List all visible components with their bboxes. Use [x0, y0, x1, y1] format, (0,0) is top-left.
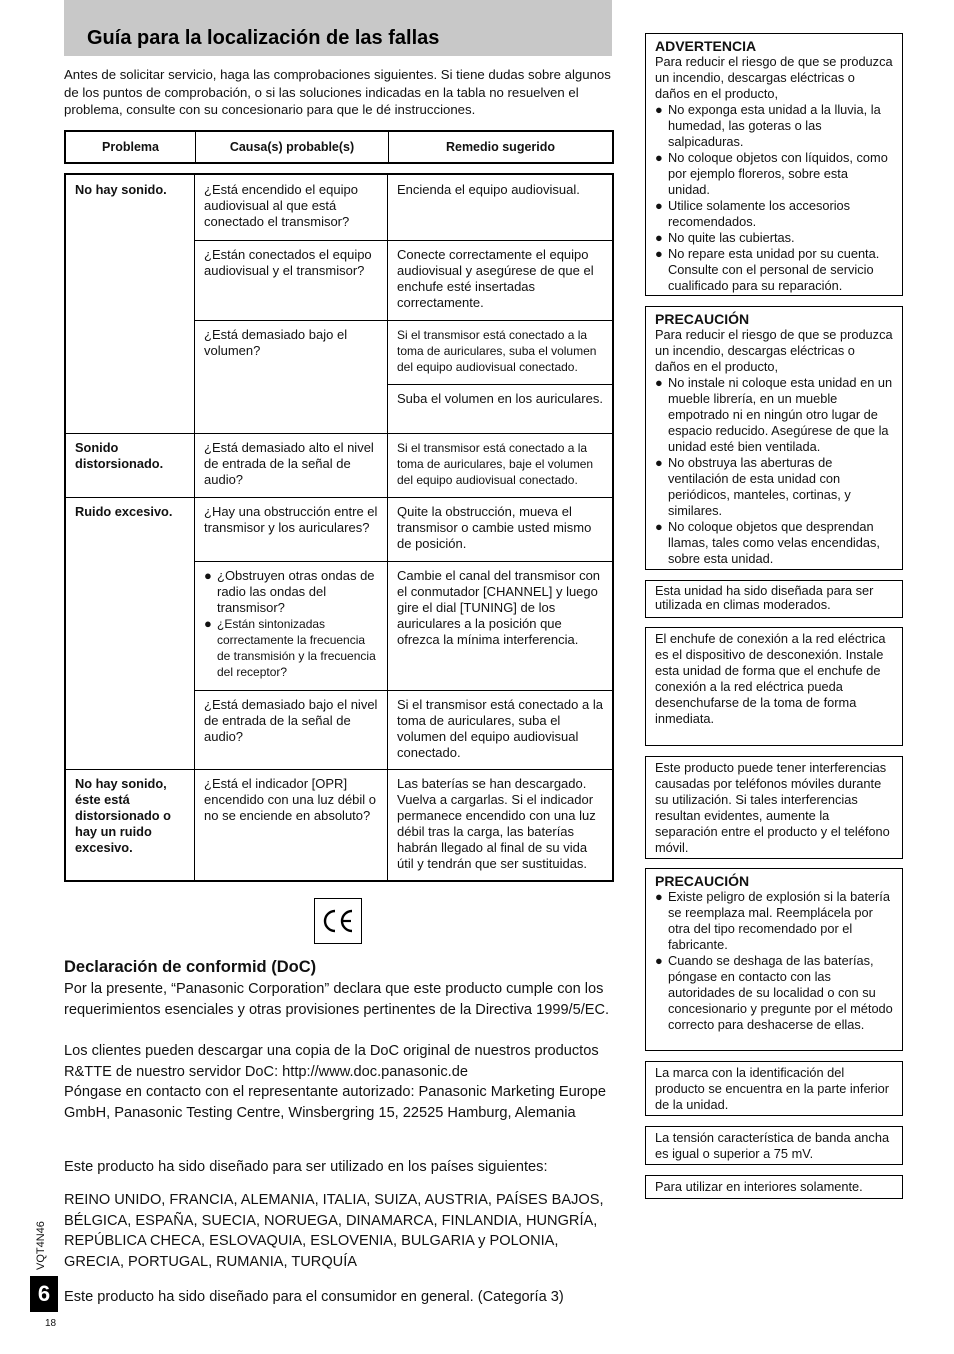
problem-cell: No hay sonido, éste está distorsionado o hay un ruido excesivo.: [66, 769, 195, 880]
row-divider: [388, 384, 612, 385]
header-remedio: Remedio sugerido: [445, 140, 556, 154]
doc-paragraph: Póngase en contacto con el representante autorizado: Panasonic Marketing Europe GmbH, Panasonic Testing Centre, Winsbergring 15, 22525 Hamburg, Alemania: [64, 1084, 606, 1121]
doc-paragraph: Los clientes pueden descargar una copia de la DoC original de nuestros productos R&TTE de nuestro servidor DoC: http://www.doc.panasonic.de: [64, 1043, 599, 1080]
precaucion-intro: Para reducir el riesgo de que se produzca un incendio, descargas eléctricas o daños en el producto,: [655, 327, 893, 374]
small-page-number: 18: [45, 1318, 57, 1329]
cause-cell: ¿Están conectados el equipo audiovisual y el transmisor?: [195, 240, 388, 320]
remedy-cell: Encienda el equipo audiovisual.: [397, 182, 580, 197]
advertencia-intro: Para reducir el riesgo de que se produzca un incendio, descargas eléctricas o daños en el producto,: [655, 54, 893, 101]
row-divider: [195, 561, 612, 562]
cause-cell: ¿Está demasiado bajo el nivel de entrada de la señal de audio?: [195, 690, 388, 769]
remedy-cell: Suba el volumen en los auriculares.: [397, 391, 603, 406]
list-item: ● Utilice solamente los accesorios recomendados.: [655, 198, 851, 229]
list-item: ● No obstruya las aberturas de ventilación de esta unidad con periódicos, manteles, cortinas, y similares.: [655, 455, 851, 518]
list-item: ● ¿Están sintonizadas correctamente la frecuencia de transmisión y la frecuencia del receptor?: [204, 616, 376, 679]
remedy-cell: Las baterías se han descargado. Vuelva a cargarlas. Si el indicador permanece encendido con una luz débil tras la carga, las baterías habrán llegado al final de su vida útil y tendrán que ser sustituidas.: [397, 776, 596, 871]
list-item: ● Existe peligro de explosión si la batería se reemplaza mal. Reemplácela por otra del tipo recomendado por el fabricante.: [655, 889, 890, 952]
row-divider: [195, 690, 612, 691]
doc-heading: Declaración de conformid (DoC): [64, 958, 317, 976]
row-divider: [195, 240, 612, 241]
intro-paragraph: Antes de solicitar servicio, haga las comprobaciones siguientes. Si tiene dudas sobre algunos de los puntos de comprobación, o si las soluciones indicadas en la tabla no resuelven el problema, consulte con su concesionario para que le dé instrucciones.: [64, 67, 611, 117]
voltage-note: La tensión característica de banda ancha es igual o superior a 75 mV.: [645, 1126, 903, 1165]
list-item: ● No coloque objetos con líquidos, como por ejemplo floreros, sobre esta unidad.: [655, 150, 888, 197]
list-item: ● Cuando se deshaga de las baterías, póngase en contacto con las autoridades de su localidad o con su concesionario y pregunte por el método correcto para deshacerse de ellas.: [655, 953, 893, 1032]
problem-cell: No hay sonido.: [66, 175, 195, 433]
model-code: VQT4N46: [35, 1221, 47, 1270]
header-causas: Causa(s) probable(s): [196, 132, 389, 162]
remedy-cell: Si el transmisor está conectado a la toma de auriculares, suba el volumen del equipo audiovisual conectado.: [397, 328, 597, 374]
problem-cell: Sonido distorsionado.: [66, 433, 195, 497]
doc-paragraph: Este producto ha sido diseñado para ser utilizado en los países siguientes:: [64, 1159, 548, 1175]
remedy-cell: Si el transmisor está conectado a la toma de auriculares, baje el volumen del equipo audiovisual conectado.: [397, 441, 594, 487]
cause-cell-bullets: [195, 561, 388, 690]
list-item: ● No quite las cubiertas.: [655, 230, 795, 245]
advertencia-heading: ADVERTENCIA: [655, 38, 757, 54]
list-item: ● No coloque objetos que desprendan llamas, tales como velas encendidas, sobre esta unidad.: [655, 519, 880, 566]
row-divider: [195, 320, 612, 321]
cause-cell: ¿Está encendido el equipo audiovisual al que está conectado el transmisor?: [195, 175, 388, 240]
remedy-cell: Si el transmisor está conectado a la toma de auriculares, suba el volumen del equipo audiovisual conectado.: [397, 697, 603, 760]
list-item: ● No instale ni coloque esta unidad en un mueble librería, en un mueble empotrado ni en ningún otro lugar de espacio reducido. Asegúrese de que la unidad esté bien ventilada.: [655, 375, 893, 454]
remedy-cell: Quite la obstrucción, mueva el transmisor o cambie usted mismo de posición.: [397, 504, 592, 551]
row-divider: [66, 433, 612, 434]
plug-note: El enchufe de conexión a la red eléctrica es el dispositivo de desconexión. Instale esta unidad de forma que el enchufe de conexión a la red eléctrica pueda desenchufarse de la toma de forma inmediata.: [645, 627, 903, 746]
list-item: ● ¿Obstruyen otras ondas de radio las ondas del transmisor?: [204, 568, 375, 615]
list-item: ● No exponga esta unidad a la lluvia, la humedad, las goteras o las salpicaduras.: [655, 102, 881, 149]
cause-cell: ¿Está demasiado alto el nivel de entrada de la señal de audio?: [195, 433, 388, 497]
country-list: REINO UNIDO, FRANCIA, ALEMANIA, ITALIA, SUIZA, AUSTRIA, PAÍSES BAJOS, BÉLGICA, ESPAÑA, SUECIA, NORUEGA, DINAMARCA, FINLANDIA, HUNGRÍA, REPÚBLICA CHECA, ESLOVAQUIA, ESLOVENIA, BULGARIA y POLONIA, GRECIA, PORTUGAL, RUMANIA, TURQUÍA: [64, 1192, 604, 1270]
header-problema: Problema: [66, 132, 196, 162]
cause-cell: ¿Está el indicador [OPR] encendido con una luz débil o no se enciende en absoluto?: [195, 769, 388, 880]
marking-note: La marca con la identificación del producto se encuentra en la parte inferior de la unidad.: [645, 1061, 903, 1116]
cause-cell: ¿Hay una obstrucción entre el transmisor y los auriculares?: [195, 497, 388, 561]
page-title: Guía para la localización de las fallas: [87, 27, 440, 49]
remedy-cell: Cambie el canal del transmisor con el conmutador [CHANNEL] y luego gire el dial [TUNING] de los auriculares a la posición que ofrezca la mínima interferencia.: [397, 568, 601, 647]
row-divider: [66, 769, 612, 770]
indoor-note: Para utilizar en interiores solamente.: [645, 1175, 903, 1199]
battery-caution-heading: PRECAUCIÓN: [655, 873, 750, 889]
troubleshooting-table: [64, 173, 614, 882]
ce-mark-icon: [314, 898, 362, 944]
row-divider: [66, 497, 612, 498]
list-item: ● No repare esta unidad por su cuenta. Consulte con el personal de servicio cualificado para su reparación.: [655, 246, 880, 293]
precaucion-heading: PRECAUCIÓN: [655, 311, 750, 327]
mobile-note: Este producto puede tener interferencias causadas por teléfonos móviles durante su utilización. Si tales interferencias resultan evidentes, aumente la separación entre el producto y el teléfono móvil.: [645, 756, 903, 859]
table-header: [64, 130, 614, 164]
precaucion-box: [645, 306, 903, 570]
doc-paragraph: Por la presente, “Panasonic Corporation” declara que este producto cumple con los requerimientos esenciales y otras provisiones pertinentes de la Directiva 1999/5/EC.: [64, 981, 610, 1018]
page-number: 6: [30, 1276, 58, 1312]
remedy-cell: Conecte correctamente el equipo audiovisual y asegúrese de que el enchufe esté insertadas correctamente.: [397, 247, 594, 310]
cause-cell: ¿Está demasiado bajo el volumen?: [195, 320, 388, 433]
title-bar: [64, 0, 612, 56]
problem-cell: Ruido excesivo.: [66, 497, 195, 769]
advertencia-box: [645, 33, 903, 296]
doc-paragraph: Este producto ha sido diseñado para el consumidor en general. (Categoría 3): [64, 1289, 564, 1305]
battery-caution-box: [645, 868, 903, 1051]
climate-note: Esta unidad ha sido diseñada para ser utilizada en climas moderados.: [645, 580, 903, 618]
